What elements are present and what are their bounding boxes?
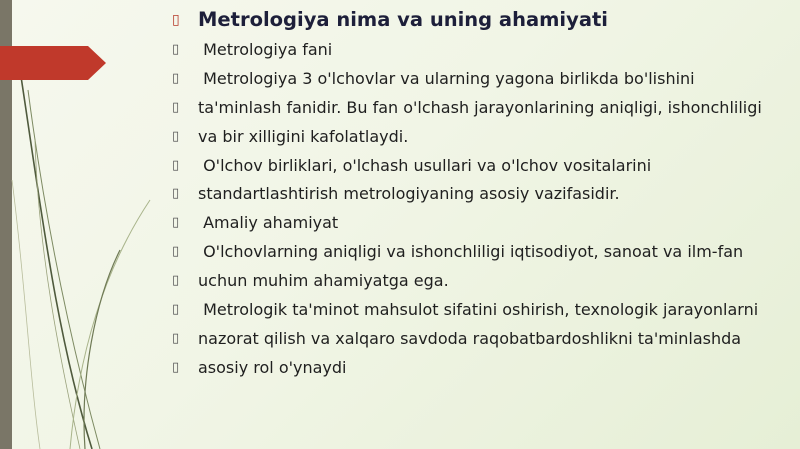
list-item [172, 36, 792, 65]
list-item-text: Metrologiya fani [198, 40, 333, 59]
list-item-text: Amaliy ahamiyat [198, 213, 339, 233]
red-accent-arrow-shape [0, 46, 106, 80]
list-item-text: va bir xilligini kafolatlaydi. [198, 126, 409, 146]
bullet-icon: ▯ [172, 12, 180, 28]
bullet-list [172, 36, 792, 383]
list-item-text: Metrologik ta'minot mahsulot sifatini oshirish, texnologik jarayonlarni [198, 300, 759, 320]
slide-content [172, 4, 792, 383]
title-text: Metrologiya nima va uning ahamiyati [198, 8, 608, 31]
bullet-icon: ▯ [172, 42, 180, 57]
list-item [172, 267, 792, 296]
list-item-text: nazorat qilish va xalqaro savdoda raqobatbardoshlikni ta'minlashda [198, 328, 742, 348]
bullet-icon: ▯ [172, 359, 180, 375]
list-item-text: uchun muhim ahamiyatga ega. [198, 271, 449, 291]
slide-title [172, 4, 792, 36]
bullet-icon: ▯ [172, 186, 180, 202]
bullet-icon: ▯ [172, 330, 180, 346]
list-item-text: ta'minlash fanidir. Bu fan o'lchash jarayonlarining aniqligi, ishonchliligi [198, 97, 762, 117]
list-item-text: O'lchovlarning aniqligi va ishonchliligi iqtisodiyot, sanoat va ilm-fan [198, 242, 744, 262]
list-item-text: standartlashtirish metrologiyaning asosiy vazifasidir. [198, 184, 620, 204]
bullet-icon: ▯ [172, 215, 180, 231]
list-item-text: Metrologiya 3 o'lchovlar va ularning yagona birlikda bo'lishini [198, 68, 695, 88]
list-item-text: asosiy rol o'ynaydi [198, 357, 347, 377]
list-item [172, 209, 792, 238]
bullet-icon: ▯ [172, 244, 180, 260]
list-item [172, 180, 792, 209]
list-item [172, 354, 792, 383]
list-item [172, 65, 792, 94]
list-item [172, 94, 792, 123]
bullet-icon: ▯ [172, 273, 180, 289]
list-item-text: O'lchov birliklari, o'lchash usullari va o'lchov vositalarini [198, 155, 652, 175]
list-item [172, 123, 792, 152]
list-item [172, 296, 792, 325]
bullet-icon: ▯ [172, 99, 180, 115]
list-item [172, 238, 792, 267]
list-item [172, 325, 792, 354]
list-item [172, 152, 792, 181]
bullet-icon: ▯ [172, 128, 180, 144]
bullet-icon: ▯ [172, 302, 180, 318]
bullet-icon: ▯ [172, 70, 180, 86]
bullet-icon: ▯ [172, 157, 180, 173]
